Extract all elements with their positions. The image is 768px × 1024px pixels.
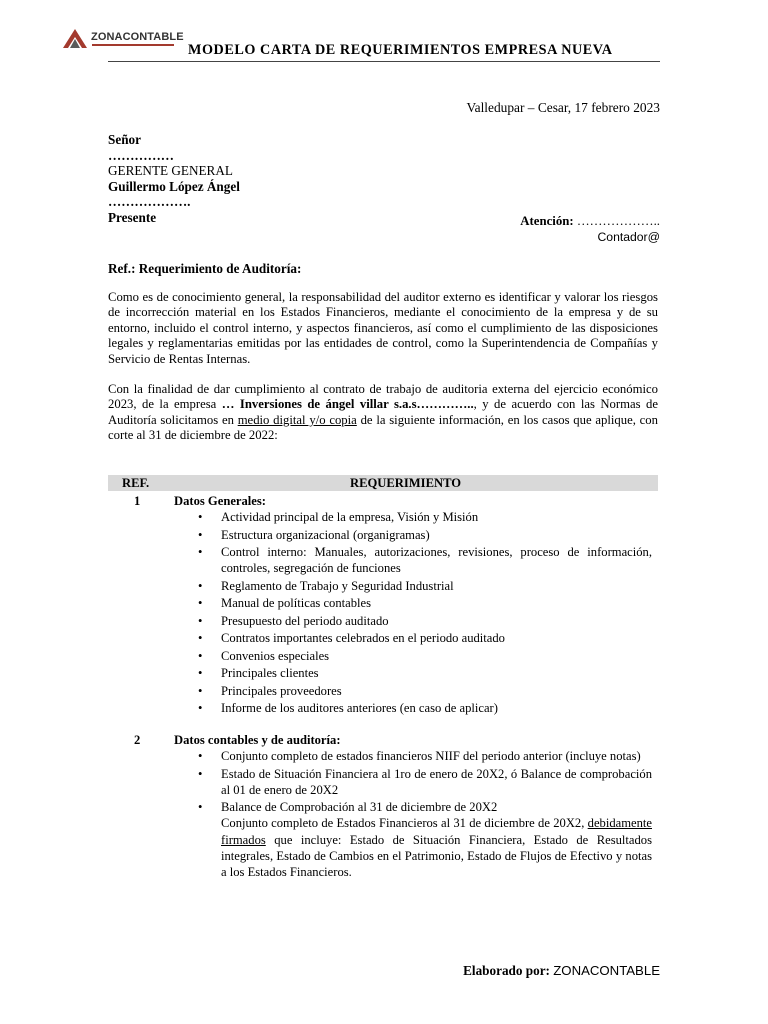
prepared-by [463, 963, 660, 979]
addressee-block [108, 132, 240, 226]
bullet-icon: • [198, 648, 203, 663]
company-name: … Inversiones de ángel villar s.a.s………….. [221, 397, 474, 412]
section-2-list [198, 748, 652, 882]
title-divider [108, 61, 660, 62]
list-item: • Estado de Situación Financiera al 1ro de enero de 20X2, ó Balance de comprobación al 01 de enero de 20X2 [198, 766, 652, 797]
paragraph-intro: Como es de conocimiento general, la responsabilidad del auditor externo es identificar y valorar los riesgos de incorrección material en los Estados Financieros, mediante el conocimiento de la empresa y de su entorno, incluido el control interno, y aspectos financieros, así como el cumplimiento de las disposiciones legales y reglamentarias emitidas por las entidades de control, como la Superintendencia de Compañías y Servicio de Rentas Internas. [108, 290, 658, 366]
signed-emphasis: debidamente firmados [221, 816, 652, 847]
section-1-title: Datos Generales: [174, 494, 266, 508]
bullet-icon: • [198, 596, 203, 611]
bullet-icon: • [198, 578, 203, 593]
list-item: • Reglamento de Trabajo y Seguridad Industrial [198, 578, 454, 593]
document-title: MODELO CARTA DE REQUERIMIENTOS EMPRESA NUEVA [188, 42, 613, 58]
list-item-continuation: Conjunto completo de Estados Financieros al 31 de diciembre de 20X2, debidamente firmados que incluye: Estado de Situación Financiera, Estado de Resultados integrales, Estado de Cambios en el Patrimonio, Estado de Flujos de Efectivo y notas a los Estados Financieros. [221, 816, 652, 880]
bullet-icon: • [198, 527, 203, 542]
paragraph-request [108, 382, 658, 444]
attention-label: Atención: [520, 214, 574, 228]
list-item: • Balance de Comprobación al 31 de diciembre de 20X2 Conjunto completo de Estados Financieros al 31 de diciembre de 20X2, debidamente firmados que incluye: Estado de Situación Financiera, Estado de Resultados integrales, Estado de Cambios en el Patrimonio, Estado de Flujos de Efectivo y notas a los Estados Financieros. [198, 800, 652, 880]
section-2-title: Datos contables y de auditoría: [174, 733, 341, 747]
brand-tagline-bar [92, 44, 174, 46]
section-1-number: 1 [134, 494, 141, 508]
reference-line: Ref.: Requerimiento de Auditoría: [108, 261, 302, 276]
attention-dots: ……………….. [576, 214, 660, 228]
list-item: • Actividad principal de la empresa, Visión y Misión [198, 510, 479, 524]
medium-text: medio digital y/o copia [237, 412, 357, 427]
bullet-icon: • [198, 800, 203, 815]
addressee-dots-2: ………………. [108, 194, 191, 210]
prepared-by-value: ZONACONTABLE [553, 963, 660, 978]
list-item: • Control interno: Manuales, autorizaciones, revisiones, proceso de información, controles, segregación de funciones [198, 545, 652, 576]
addressee-dots: …………… [108, 147, 174, 163]
list-item: • Contratos importantes celebrados en el periodo auditado [198, 631, 505, 646]
paragraph-request-part2: , y de acuerdo con las Normas de Auditoría solicitamos en [108, 397, 658, 427]
column-header-requirement: REQUERIMIENTO [350, 476, 462, 490]
requirements-table-header [108, 475, 658, 491]
list-item: • Principales proveedores [198, 683, 342, 698]
list-item: • Informe de los auditores anteriores (en caso de aplicar) [198, 701, 498, 716]
attention-recipient: Contador@ [597, 229, 660, 244]
prepared-by-label: Elaborado por: [463, 963, 550, 978]
paragraph-request-part1: Con la finalidad de dar cumplimiento al contrato de trabajo de auditoria externa del ejercicio económico 2023, de la empresa [108, 382, 658, 412]
brand-name: ZONACONTABLE [91, 31, 184, 43]
bullet-icon: • [198, 683, 203, 698]
bullet-icon: • [198, 666, 203, 681]
bullet-icon: • [198, 613, 203, 628]
paragraph-request-part3: de la siguiente información, en los casos que aplique, con corte al 31 de diciembre de 2022: [108, 412, 658, 443]
bullet-icon: • [198, 766, 203, 781]
list-item: • Conjunto completo de estados financieros NIIF del periodo anterior (incluye notas) [198, 749, 641, 763]
section-1-list [198, 509, 652, 718]
addressee-role: GERENTE GENERAL [108, 163, 233, 179]
present-label: Presente [108, 209, 157, 225]
brand-logo [62, 27, 192, 57]
date-line: Valledupar – Cesar, 17 febrero 2023 [466, 100, 660, 115]
list-item: • Manual de políticas contables [198, 596, 372, 611]
list-item: • Convenios especiales [198, 648, 330, 663]
list-item: • Presupuesto del periodo auditado [198, 613, 389, 628]
attention-block [520, 214, 660, 245]
list-item: • Principales clientes [198, 666, 319, 681]
column-header-ref: REF. [122, 476, 150, 490]
bullet-icon: • [198, 701, 203, 716]
salutation: Señor [108, 132, 141, 147]
addressee-name: Guillermo López Ángel [108, 178, 240, 194]
bullet-icon: • [198, 545, 203, 559]
bullet-icon: • [198, 631, 203, 646]
logo-mark-icon [62, 28, 88, 50]
bullet-icon: • [198, 510, 203, 524]
list-item: • Estructura organizacional (organigramas) [198, 527, 430, 542]
bullet-icon: • [198, 749, 203, 763]
section-2-number: 2 [134, 733, 141, 747]
